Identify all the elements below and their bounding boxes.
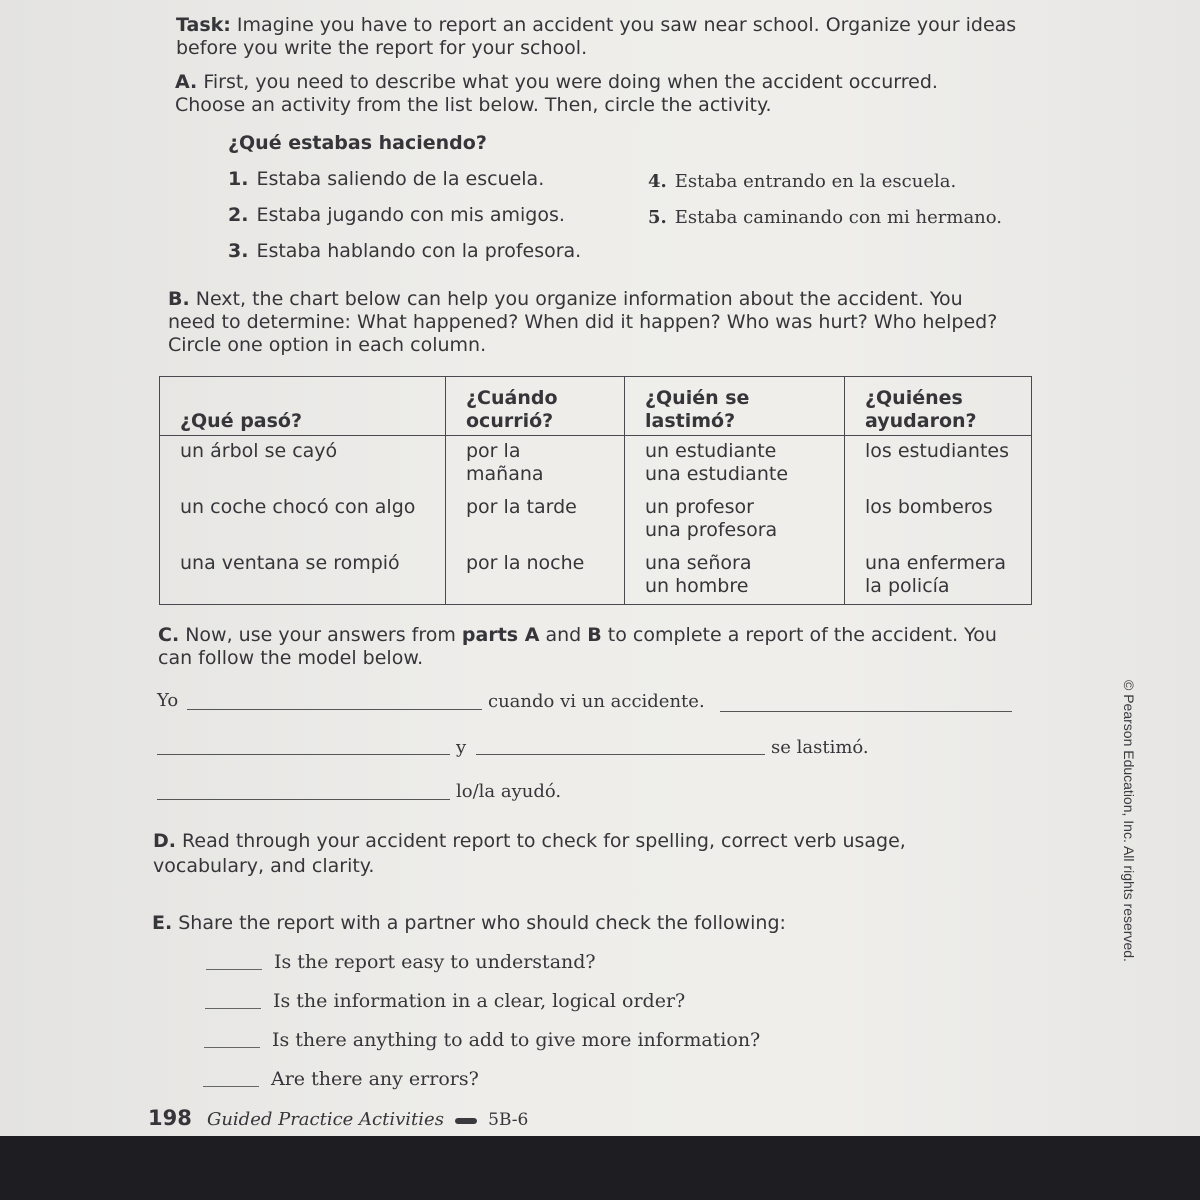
- part-e-letter: E.: [152, 912, 173, 934]
- part-a-question: ¿Qué estabas haciendo?: [228, 132, 487, 154]
- part-a-line-2: Choose an activity from the list below. Then, circle the activity.: [175, 94, 772, 116]
- chart-cell-option[interactable]: un estudiante una estudiante: [625, 436, 845, 493]
- checkbox-line[interactable]: [206, 969, 262, 970]
- part-c-letter: C.: [158, 624, 180, 646]
- option-text: Estaba entrando en la escuela.: [674, 171, 957, 192]
- option-number: 2.: [228, 204, 249, 226]
- page-footer: [148, 1106, 528, 1130]
- part-c-instructions: [158, 624, 997, 670]
- blank-when[interactable]: [157, 754, 450, 755]
- chart-cell-option[interactable]: los bomberos: [845, 492, 1032, 548]
- part-d-instructions: [153, 829, 906, 879]
- model-yo: Yo: [157, 690, 179, 711]
- part-c-text: Now, use your answers from: [179, 624, 462, 646]
- table-row: [160, 436, 1032, 493]
- part-c-text: and: [539, 624, 588, 646]
- model-se-lastimo: se lastimó.: [771, 737, 869, 758]
- part-b-line-3: Circle one option in each column.: [168, 334, 487, 356]
- option-text: Estaba jugando con mis amigos.: [256, 204, 565, 226]
- check-item: Is the report easy to understand?: [274, 951, 596, 973]
- part-a-instructions: [175, 71, 938, 117]
- chart-header-row: [160, 377, 1032, 436]
- option-number: 4.: [648, 171, 667, 192]
- activity-option-1[interactable]: [228, 168, 544, 190]
- check-item: Is there anything to add to give more information?: [272, 1029, 761, 1051]
- screen-bezel: [0, 1136, 1200, 1200]
- part-b-letter: B.: [168, 288, 190, 310]
- checkbox-line[interactable]: [205, 1008, 261, 1009]
- check-item: Are there any errors?: [271, 1068, 479, 1090]
- chart-cell-option[interactable]: por la tarde: [446, 492, 625, 548]
- part-e-line-1: Share the report with a partner who should check the following:: [172, 912, 786, 934]
- chart-cell-option[interactable]: una ventana se rompió: [160, 548, 446, 605]
- model-y: y: [456, 737, 467, 758]
- part-a-line-1: First, you need to describe what you were doing when the accident occurred.: [197, 71, 938, 93]
- option-number: 3.: [228, 240, 249, 262]
- option-number: 1.: [228, 168, 249, 190]
- task-label: Task:: [176, 14, 231, 36]
- page-number: 198: [148, 1106, 192, 1130]
- option-text: Estaba saliendo de la escuela.: [256, 168, 545, 190]
- part-b-line-1: Next, the chart below can help you organize information about the accident. You: [189, 288, 963, 310]
- part-d-letter: D.: [153, 830, 176, 852]
- header-cuando-ocurrio: ¿Cuándo ocurrió?: [446, 377, 625, 436]
- task-line-1: Imagine you have to report an accident you saw near school. Organize your ideas: [230, 14, 1017, 36]
- option-number: 5.: [648, 207, 667, 228]
- checkbox-line[interactable]: [204, 1047, 260, 1048]
- part-d-line-1: Read through your accident report to check for spelling, correct verb usage,: [176, 830, 906, 852]
- chart-cell-option[interactable]: por la noche: [446, 548, 625, 605]
- part-a-letter: A.: [175, 71, 198, 93]
- book-title: Guided Practice Activities: [206, 1109, 444, 1130]
- table-row: [160, 548, 1032, 605]
- chart-cell-option[interactable]: un profesor una profesora: [625, 492, 845, 548]
- blank-who-helped[interactable]: [157, 799, 450, 800]
- check-item: Is the information in a clear, logical order?: [273, 990, 686, 1012]
- part-e-instructions: [152, 912, 786, 935]
- part-c-text-bold: B: [587, 624, 602, 646]
- header-que-paso: ¿Qué pasó?: [160, 377, 446, 436]
- chart-cell-option[interactable]: una enfermera la policía: [845, 548, 1032, 605]
- option-text: Estaba caminando con mi hermano.: [674, 207, 1003, 228]
- part-d-line-2: vocabulary, and clarity.: [153, 855, 375, 877]
- blank-what-happened[interactable]: [720, 711, 1012, 712]
- option-text: Estaba hablando con la profesora.: [256, 240, 582, 262]
- chart-cell-option[interactable]: una señora un hombre: [625, 548, 845, 605]
- part-b-line-2: need to determine: What happened? When did it happen? Who was hurt? Who helped?: [168, 311, 998, 333]
- chart-cell-option[interactable]: un árbol se cayó: [160, 436, 446, 493]
- blank-activity[interactable]: [187, 709, 482, 710]
- chart-cell-option[interactable]: un coche chocó con algo: [160, 492, 446, 548]
- activity-option-5[interactable]: [648, 207, 1002, 228]
- task-line-2: before you write the report for your school.: [176, 37, 588, 59]
- chart-cell-option[interactable]: por la mañana: [446, 436, 625, 493]
- header-quienes-ayudaron: ¿Quiénes ayudaron?: [845, 377, 1032, 436]
- activity-option-3[interactable]: [228, 240, 581, 262]
- checkbox-line[interactable]: [203, 1086, 259, 1087]
- chart-cell-option[interactable]: los estudiantes: [845, 436, 1032, 493]
- part-b-instructions: [168, 288, 997, 357]
- part-c-text: to complete a report of the accident. You: [601, 624, 997, 646]
- part-c-line-2: can follow the model below.: [158, 647, 424, 669]
- task-paragraph: [176, 14, 1016, 60]
- blank-who-hurt[interactable]: [476, 754, 765, 755]
- chapter-code: 5B-6: [488, 1110, 529, 1130]
- footer-dash: [455, 1118, 477, 1124]
- accident-chart: [159, 376, 1032, 605]
- model-lo-la-ayudo: lo/la ayudó.: [456, 781, 562, 802]
- activity-option-2[interactable]: [228, 204, 565, 226]
- copyright-credit: © Pearson Education, Inc. All rights reserved.: [1121, 680, 1137, 962]
- model-cuando: cuando vi un accidente.: [488, 691, 705, 712]
- header-quien-se-lastimo: ¿Quién se lastimó?: [625, 377, 845, 436]
- table-row: [160, 492, 1032, 548]
- activity-option-4[interactable]: [648, 171, 956, 192]
- part-c-text-bold: parts A: [461, 624, 540, 646]
